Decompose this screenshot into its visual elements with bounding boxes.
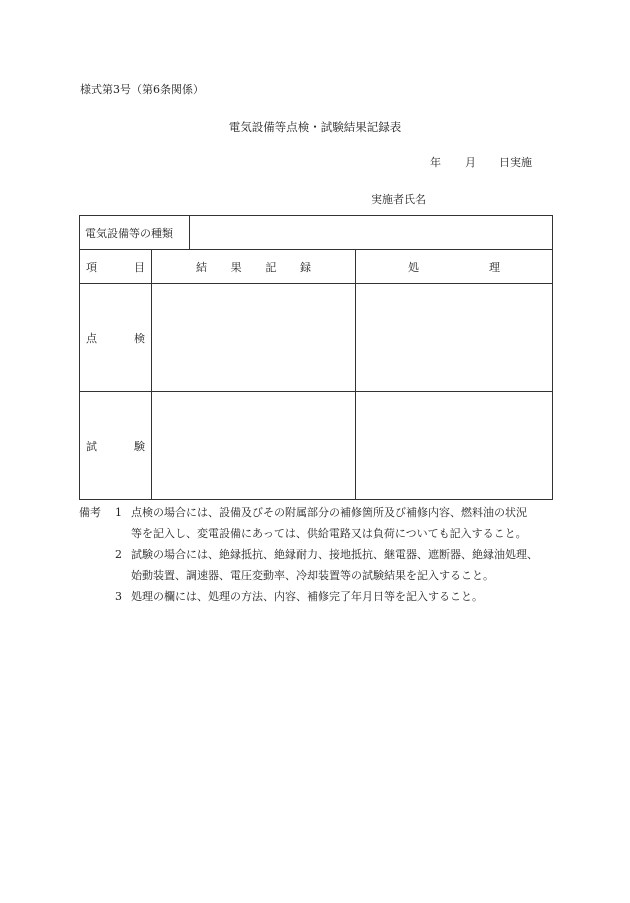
equipment-type-field[interactable] (190, 216, 553, 250)
remark-text: 処理の欄には、処理の方法、内容、補修完了年月日等を記入すること。 (131, 590, 483, 603)
date-month-label: 月 (465, 156, 476, 169)
header-item-char: 目 (134, 260, 145, 274)
record-table (79, 215, 553, 500)
header-action (356, 250, 553, 284)
test-label-char: 験 (134, 439, 145, 453)
header-result-char: 記 (265, 260, 277, 274)
header-action-char: 処 (408, 260, 419, 274)
form-number-label: 様式第3号（第6条関係） (80, 83, 204, 96)
inspection-label-char: 点 (86, 331, 97, 345)
remark-text: 始動装置、調速器、電圧変動率、冷却装置等の試験結果を記入すること。 (131, 569, 494, 582)
remark-text: 試験の場合には、絶縁抵抗、絶縁耐力、接地抵抗、継電器、遮断器、絶縁油処理、 (131, 548, 538, 561)
header-item-char: 項 (86, 260, 97, 274)
test-action-field[interactable] (356, 392, 553, 500)
header-result (152, 250, 356, 284)
remark-continuation (79, 565, 579, 586)
header-result-char: 録 (299, 260, 311, 274)
remarks-label: 備考 (79, 506, 101, 519)
remark-item (79, 586, 579, 607)
remarks-section (79, 502, 579, 607)
date-year-label: 年 (430, 156, 441, 169)
date-day-label: 日実施 (499, 156, 532, 169)
inspection-row (80, 284, 553, 392)
remark-number: 1 (115, 506, 122, 519)
implementer-name-label: 実施者氏名 (371, 193, 426, 206)
inspection-label-char: 検 (134, 331, 145, 345)
header-result-char: 結 (196, 260, 207, 274)
remark-text: 等を記入し、変電設備にあっては、供給電路又は負荷についても記入すること。 (131, 527, 527, 540)
equipment-type-row (80, 216, 553, 250)
remark-text: 点検の場合には、設備及びその附属部分の補修箇所及び補修内容、燃料油の状況 (131, 506, 527, 519)
remark-number: 3 (115, 590, 122, 603)
remark-item (79, 502, 579, 523)
inspection-label (80, 284, 152, 392)
remark-number: 2 (115, 548, 122, 561)
inspection-action-field[interactable] (356, 284, 553, 392)
header-action-char: 理 (489, 260, 500, 274)
equipment-type-label: 電気設備等の種類 (80, 216, 190, 250)
table-header-row (80, 250, 553, 284)
test-label (80, 392, 152, 500)
test-label-char: 試 (86, 439, 97, 453)
inspection-result-field[interactable] (152, 284, 356, 392)
remark-item (79, 544, 579, 565)
test-result-field[interactable] (152, 392, 356, 500)
test-row (80, 392, 553, 500)
remark-continuation (79, 523, 579, 544)
header-result-char: 果 (230, 260, 242, 274)
document-title: 電気設備等点検・試験結果記録表 (228, 120, 402, 134)
header-item (80, 250, 152, 284)
